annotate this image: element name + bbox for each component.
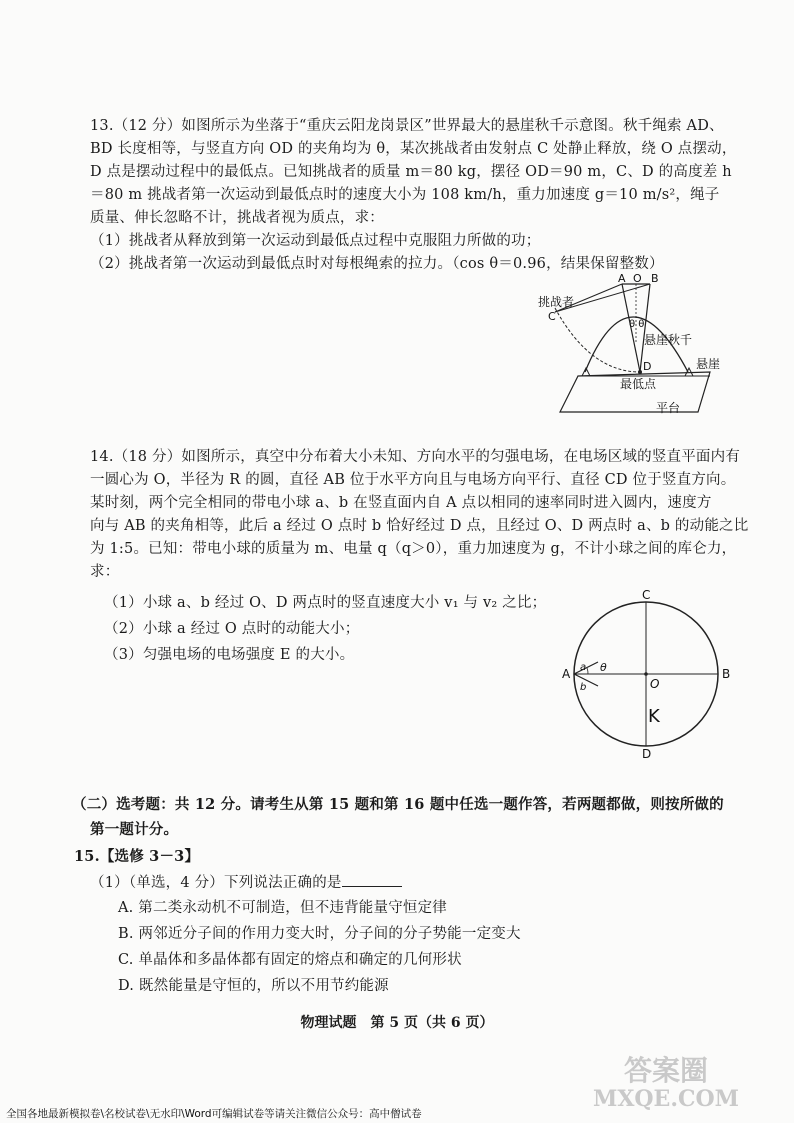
section-2-line-1: （二）选考题：共 12 分。请考生从第 15 题和第 16 题中任选一题作答，若两题都做，则按所做的 [72, 796, 724, 813]
cliff-swing-figure [530, 272, 730, 432]
watermark-title: 答案圈 [623, 1054, 709, 1087]
label-o: O [650, 677, 660, 691]
q15-option-c: C. 单晶体和多晶体都有固定的熔点和确定的几何形状 [118, 952, 462, 968]
q15-sub-text: （1）（单选，4 分）下列说法正确的是 [90, 875, 342, 891]
handwritten-mark: K [648, 706, 660, 727]
q14-sub-3: （3）匀强电场的电场强度 E 的大小。 [104, 647, 355, 663]
label-ball-b: b [580, 682, 587, 693]
label-o: O [633, 272, 642, 285]
label-d: D [642, 747, 652, 761]
q14-line-1: 14.（18 分）如图所示，真空中分布着大小未知、方向水平的匀强电场，在电场区域的竖直平面内有 [90, 449, 741, 465]
q15-option-a: A. 第二类永动机不可制造，但不违背能量守恒定律 [118, 900, 447, 916]
label-challenger: 挑战者 [538, 295, 575, 309]
q14-sub-1: （1）小球 a、b 经过 O、D 两点时的竖直速度大小 v₁ 与 v₂ 之比； [104, 595, 547, 611]
point-d [638, 370, 642, 374]
label-theta: θ θ [629, 319, 645, 330]
q14-line-3: 某时刻，两个完全相同的带电小球 a、b 在竖直面内自 A 点以相同的速率同时进入圆内，速度方 [90, 495, 712, 511]
answer-blank [342, 872, 402, 887]
q15-option-d: D. 既然能量是守恒的，所以不用节约能源 [118, 978, 389, 994]
bottom-note: 全国各地最新模拟卷\名校试卷\无水印\Word可编辑试卷等请关注微信公众号：高中僧试卷 [6, 1108, 422, 1120]
q13-line-1: 13.（12 分）如图所示为坐落于“重庆云阳龙岗景区”世界最大的悬崖秋千示意图。秋千绳索 AD、 [90, 118, 724, 134]
q14-sub-2: （2）小球 a 经过 O 点时的动能大小； [104, 621, 360, 637]
label-b: B [722, 667, 731, 681]
q13-line-6: （1）挑战者从释放到第一次运动到最低点过程中克服阻力所做的功； [90, 233, 541, 249]
q15-option-b: B. 两邻近分子间的作用力变大时，分子间的分子势能一定变大 [118, 926, 521, 942]
label-theta: θ [600, 661, 607, 674]
q15-sub [90, 872, 402, 893]
q13-line-3: D 点是摆动过程中的最低点。已知挑战者的质量 m＝80 kg，摆径 OD＝90 m，C、D 的高度差 h [90, 164, 732, 180]
circle-field-figure [560, 590, 730, 760]
center-point [644, 672, 648, 676]
label-d: D [643, 360, 652, 373]
label-ball-a: a [580, 662, 587, 673]
q15-title: 15.【选修 3－3】 [74, 848, 200, 865]
label-cliff: 悬崖 [696, 357, 721, 371]
q14-line-5: 为 1:5。已知：带电小球的质量为 m、电量 q（q＞0），重力加速度为 g，不计小球之间的库仑力， [90, 541, 737, 557]
label-b: B [651, 272, 659, 285]
q14-line-6: 求： [90, 564, 120, 580]
q14-line-2: 一圆心为 O，半径为 R 的圆，直径 AB 位于水平方向且与电场方向平行、直径 CD 位于竖直方向。 [90, 472, 736, 488]
label-swing: 悬崖秋千 [644, 333, 693, 347]
label-c: C [642, 588, 651, 602]
page-footer: 物理试题 第 5 页（共 6 页） [300, 1015, 494, 1031]
q14-line-4: 向与 AB 的夹角相等，此后 a 经过 O 点时 b 恰好经过 D 点，且经过 O、D 两点时 a、b 的动能之比 [90, 518, 749, 534]
q13-line-4: ＝80 m 挑战者第一次运动到最低点时的速度大小为 108 km/h，重力加速度 g＝10 m/s²，绳子 [90, 187, 720, 203]
q13-line-7: （2）挑战者第一次运动到最低点时对每根绳索的拉力。（cos θ＝0.96，结果保留整数） [90, 256, 664, 272]
label-c: C [548, 310, 556, 323]
label-lowest: 最低点 [620, 377, 657, 391]
label-platform: 平台 [656, 401, 681, 415]
q13-line-5: 质量、伸长忽略不计，挑战者视为质点，求： [90, 210, 384, 226]
label-a: A [618, 272, 626, 285]
watermark-site: MXQE.COM [592, 1086, 740, 1112]
watermark-logo [566, 1052, 766, 1112]
label-a: A [562, 667, 571, 681]
q13-line-2: BD 长度相等，与竖直方向 OD 的夹角均为 θ，某次挑战者由发射点 C 处静止释放，绕 O 点摆动， [90, 141, 737, 157]
angle-arc [587, 668, 588, 674]
section-2-line-2: 第一题计分。 [90, 821, 179, 838]
